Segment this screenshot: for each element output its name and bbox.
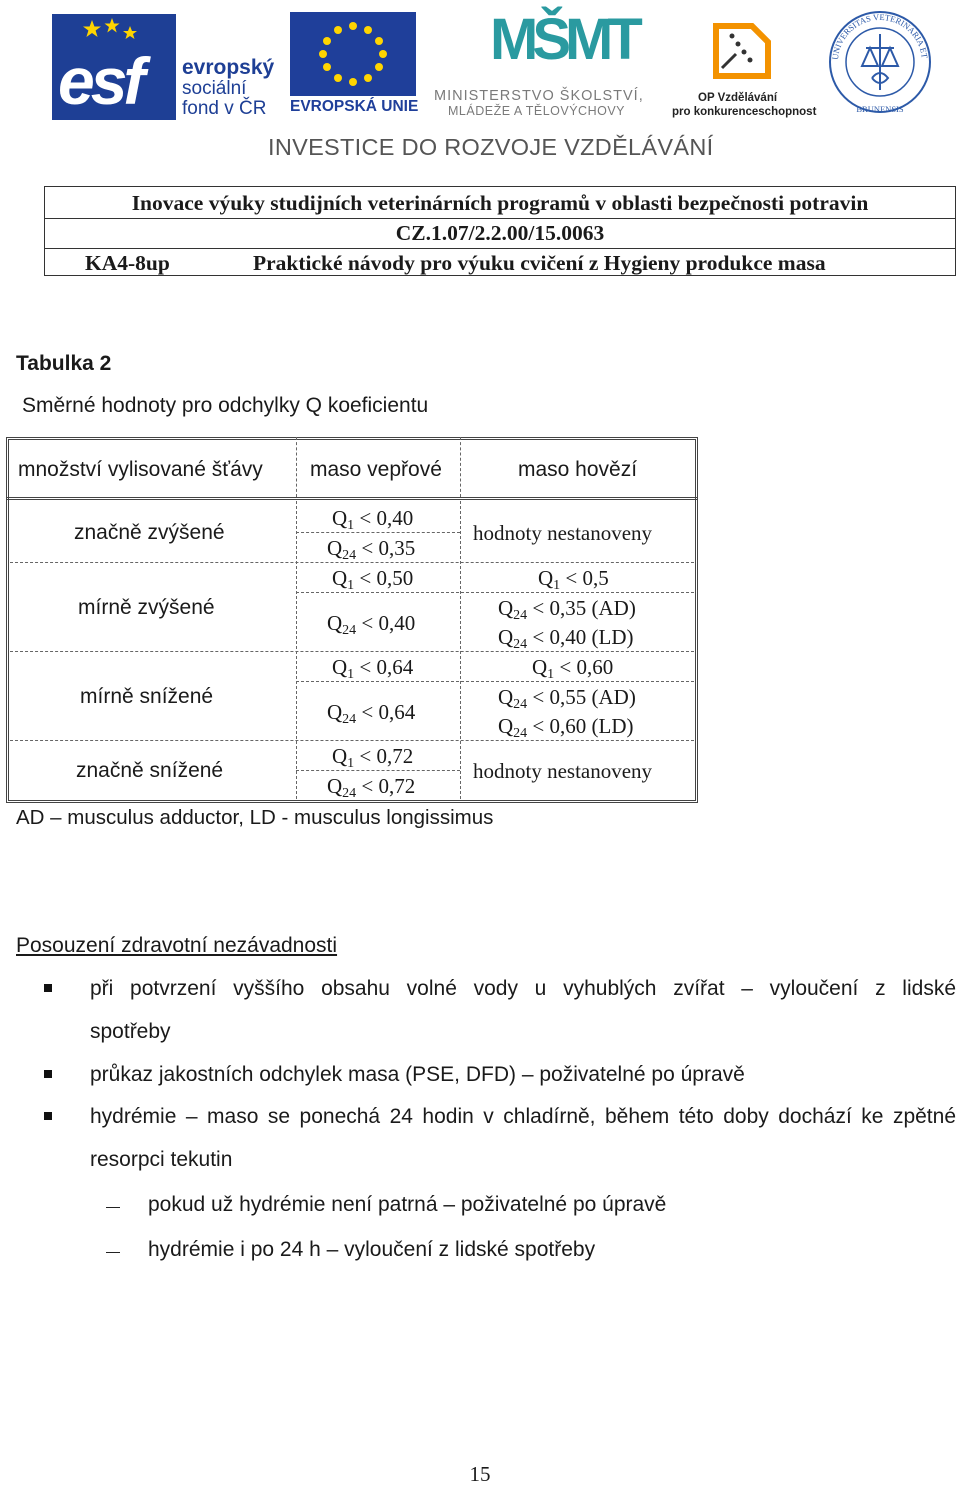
row-label: mírně zvýšené <box>78 596 215 619</box>
beef-value: hodnoty nestanoveny <box>473 759 653 783</box>
col-divider <box>460 437 461 497</box>
row-divider <box>296 681 694 682</box>
logo-row <box>0 8 960 128</box>
row-divider <box>296 532 460 533</box>
bullet-text-cont: resorpci tekutin <box>90 1148 233 1171</box>
page-number: 15 <box>469 1462 491 1486</box>
sub-bullet-text: pokud už hydrémie není patrná – poživatelné po úpravě <box>148 1193 667 1216</box>
pork-q24-value: $Q_{24} < 0,40$ <box>327 611 416 638</box>
pork-q24-value: $Q_{24} < 0,72$ <box>327 774 416 801</box>
row-divider <box>296 592 694 593</box>
pork-q1-value: $Q_1 < 0,72$ <box>332 744 414 771</box>
esf-line1: evropský <box>182 56 275 79</box>
header-divider <box>45 248 955 249</box>
eu-logo <box>290 12 419 122</box>
pork-q1-value: $Q_1 < 0,64$ <box>332 655 414 682</box>
opvk-emblem-icon <box>702 16 782 90</box>
col-divider <box>296 437 297 497</box>
bullet-text: průkaz jakostních odchylek masa (PSE, DFD) – poživatelné po úpravě <box>90 1063 745 1086</box>
beef-value: hodnoty nestanoveny <box>473 521 653 545</box>
esf-logo <box>52 14 274 120</box>
col-divider <box>296 501 297 799</box>
bullet-text-cont: spotřeby <box>90 1020 171 1043</box>
eu-label: EVROPSKÁ UNIE <box>290 98 419 115</box>
msmt-mark: MŠMT <box>490 7 637 72</box>
eu-flag-icon <box>290 12 416 96</box>
project-subtitle: Praktické návody pro výuku cvičení z Hygieny produkce masa <box>253 251 826 275</box>
col-divider <box>460 501 461 799</box>
pork-q1-value: $Q_1 < 0,40$ <box>332 506 414 533</box>
row-label: mírně snížené <box>80 685 214 708</box>
bullet-text: při potvrzení vyššího obsahu volné vody u vyhublých zvířat – vyloučení z lidské <box>90 977 956 1000</box>
beef-q24-ad-value: $Q_{24} < 0,35$ (AD) <box>498 596 636 623</box>
pork-q1-value: $Q_1 < 0,50$ <box>332 566 414 593</box>
table-caption: Tabulka 2 <box>16 352 112 375</box>
beef-q1-value: $Q_1 < 0,60$ <box>532 655 614 682</box>
opvk-logo <box>668 12 818 122</box>
column-header: maso vepřové <box>310 458 442 481</box>
pork-q24-value: $Q_{24} < 0,64$ <box>327 700 416 727</box>
project-code: CZ.1.07/2.2.00/15.0063 <box>395 221 605 245</box>
esf-mark: esf <box>58 44 142 118</box>
column-header: množství vylisované šťávy <box>18 458 263 481</box>
pork-q24-value: $Q_{24} < 0,35$ <box>327 536 416 563</box>
project-title: Inovace výuky studijních veterinárních programů v oblasti bezpečnosti potravin <box>131 191 869 215</box>
column-header: maso hovězí <box>518 458 638 481</box>
section-heading: Posouzení zdravotní nezávadnosti <box>16 934 338 957</box>
bullet-icon <box>44 1070 52 1078</box>
q-coefficient-table <box>6 437 698 803</box>
bullet-icon <box>44 984 52 992</box>
esf-text <box>182 58 274 119</box>
opvk-line2: pro konkurenceschopnost <box>672 106 817 118</box>
sub-bullet-text: hydrémie i po 24 h – vyloučení z lidské spotřeby <box>148 1238 596 1261</box>
row-label: značně snížené <box>76 759 224 782</box>
dash-icon <box>106 1252 120 1253</box>
header-divider <box>45 218 955 219</box>
row-label: značně zvýšené <box>74 521 225 544</box>
ka-code: KA4-8up <box>85 251 170 275</box>
dash-icon <box>106 1207 120 1208</box>
msmt-logo <box>434 7 658 122</box>
msmt-line2: MLÁDEŽE A TĚLOVÝCHOVY <box>448 104 625 118</box>
vfu-logo <box>826 8 934 120</box>
header-separator <box>6 497 698 500</box>
svg-text:UNIVERSITAS VETERINARIA ET PHA: UNIVERSITAS VETERINARIA ET <box>829 11 930 61</box>
esf-line3: fond v ČR <box>182 98 267 119</box>
row-divider <box>10 740 694 741</box>
row-divider <box>296 770 460 771</box>
beef-q24-ld-value: $Q_{24} < 0,60$ (LD) <box>498 714 634 741</box>
slogan: INVESTICE DO ROZVOJE VZDĚLÁVÁNÍ <box>268 134 714 160</box>
beef-q24-ld-value: $Q_{24} < 0,40$ (LD) <box>498 625 634 652</box>
table-subcaption: Směrné hodnoty pro odchylky Q koeficientu <box>22 394 429 417</box>
msmt-line1: MINISTERSTVO ŠKOLSTVÍ, <box>434 88 644 104</box>
esf-line2: sociální <box>182 78 247 99</box>
bullet-text: hydrémie – maso se ponechá 24 hodin v chladírně, během této doby dochází ke zpětné <box>90 1105 956 1128</box>
bullet-icon <box>44 1112 52 1120</box>
beef-q1-value: $Q_1 < 0,5$ <box>538 566 609 593</box>
project-header <box>44 186 956 276</box>
vfu-seal-icon <box>826 8 934 120</box>
table-footnote: AD – musculus adductor, LD - musculus longissimus <box>16 806 494 829</box>
eu-stars-icon <box>290 12 416 96</box>
opvk-line1: OP Vzdělávání <box>698 92 778 104</box>
svg-text:BRUNENSIS: BRUNENSIS <box>856 104 904 114</box>
beef-q24-ad-value: $Q_{24} < 0,55$ (AD) <box>498 685 636 712</box>
row-divider <box>10 651 694 652</box>
